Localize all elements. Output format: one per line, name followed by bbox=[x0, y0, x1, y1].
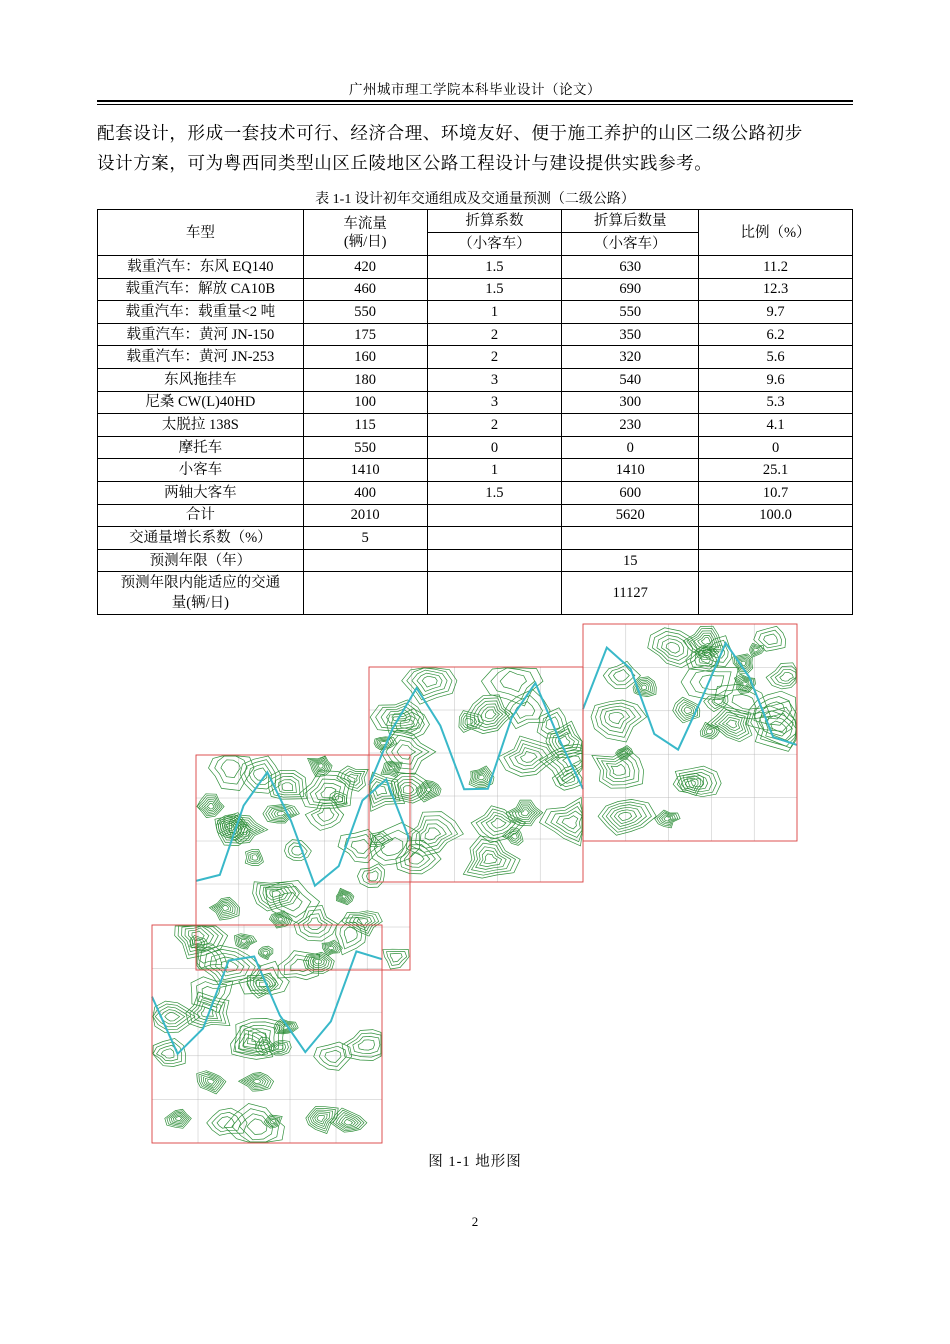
table-cell-label: 载重汽车：黄河 JN-253 bbox=[98, 346, 304, 369]
contour-line bbox=[325, 1050, 341, 1062]
table-cell: 320 bbox=[562, 346, 699, 369]
table-cell: 1 bbox=[427, 459, 562, 482]
contour-line bbox=[562, 816, 578, 829]
contour-line bbox=[266, 806, 297, 822]
contour-line bbox=[417, 673, 442, 691]
contour-line bbox=[346, 913, 379, 934]
contour-line bbox=[250, 853, 260, 862]
contour-line bbox=[484, 854, 497, 864]
table-cell-label: 载重汽车：载重量<2 吨 bbox=[98, 301, 304, 324]
table-cell: 2 bbox=[427, 323, 562, 346]
contour-line bbox=[602, 802, 651, 832]
table-cell: 12.3 bbox=[699, 278, 853, 301]
contour-line bbox=[409, 853, 424, 864]
table-cell: 5 bbox=[303, 527, 427, 550]
table-cell: 5.6 bbox=[699, 346, 853, 369]
contour-line bbox=[480, 850, 502, 866]
table-cell: 630 bbox=[562, 256, 699, 279]
contour-line bbox=[318, 763, 324, 768]
table-row bbox=[98, 527, 853, 550]
table-cell: 3 bbox=[427, 391, 562, 414]
table-cell: 100 bbox=[303, 391, 427, 414]
table-cell: 1410 bbox=[303, 459, 427, 482]
table-row bbox=[98, 459, 853, 482]
contour-line bbox=[614, 810, 636, 824]
header-vehicle-type: 车型 bbox=[98, 210, 304, 256]
contour-line bbox=[611, 764, 625, 775]
table-cell bbox=[303, 572, 427, 615]
table-cell bbox=[562, 527, 699, 550]
contour-line bbox=[766, 663, 796, 689]
map-sheet-border bbox=[583, 624, 797, 841]
table-cell: 540 bbox=[562, 368, 699, 391]
table-row bbox=[98, 572, 853, 615]
contour-line bbox=[161, 1049, 174, 1058]
table-cell: 350 bbox=[562, 323, 699, 346]
table-cell-label: 载重汽车：东风 EQ140 bbox=[98, 256, 304, 279]
contour-line bbox=[176, 1116, 182, 1120]
contour-line bbox=[742, 682, 747, 686]
table-cell-label: 东风拖挂车 bbox=[98, 368, 304, 391]
contour-line bbox=[165, 1012, 180, 1021]
table-cell: 230 bbox=[562, 414, 699, 437]
contour-line bbox=[518, 808, 532, 818]
contour-line bbox=[282, 783, 293, 791]
contour-line bbox=[662, 639, 684, 657]
table-cell bbox=[427, 549, 562, 572]
table-cell: 10.7 bbox=[699, 481, 853, 504]
table-row bbox=[98, 301, 853, 324]
table-cell: 1.5 bbox=[427, 481, 562, 504]
table-cell-label: 载重汽车：解放 CA10B bbox=[98, 278, 304, 301]
header-flow-line1: 车流量 bbox=[343, 215, 387, 232]
table-cell: 5.3 bbox=[699, 391, 853, 414]
table-cell: 15 bbox=[562, 549, 699, 572]
table-cell: 2 bbox=[427, 346, 562, 369]
contour-line bbox=[500, 671, 526, 692]
page-header: 广州城市理工学院本科毕业设计（论文） bbox=[349, 82, 601, 97]
contour-line bbox=[613, 669, 629, 681]
contour-line bbox=[278, 917, 283, 921]
table-cell: 300 bbox=[562, 391, 699, 414]
contour-line bbox=[247, 1119, 267, 1135]
paragraph-line-1: 配套设计，形成一套技术可行、经济合理、环境友好、便于施工养护的山区二级公路初步 bbox=[97, 123, 803, 143]
topographic-map bbox=[140, 620, 805, 1148]
table-cell-label: 两轴大客车 bbox=[98, 481, 304, 504]
contour-line bbox=[397, 745, 415, 760]
contour-line bbox=[370, 700, 424, 731]
contour-line bbox=[319, 1046, 346, 1066]
page-number: 2 bbox=[471, 1214, 479, 1229]
table-cell: 400 bbox=[303, 481, 427, 504]
table-cell bbox=[699, 549, 853, 572]
table-cell: 460 bbox=[303, 278, 427, 301]
table-cell: 100.0 bbox=[699, 504, 853, 527]
table-row bbox=[98, 256, 853, 279]
contour-line bbox=[329, 946, 335, 950]
contour-line bbox=[722, 717, 739, 731]
contour-line bbox=[390, 954, 402, 962]
contour-line bbox=[207, 804, 214, 810]
table-cell: 550 bbox=[303, 436, 427, 459]
header-rule bbox=[97, 100, 853, 102]
contour-line bbox=[764, 634, 778, 645]
table-cell: 550 bbox=[303, 301, 427, 324]
table-row bbox=[98, 391, 853, 414]
contour-line bbox=[706, 728, 712, 734]
contour-line bbox=[221, 760, 240, 778]
table-cell-label: 交通量增长系数（%） bbox=[98, 527, 304, 550]
header-ratio: 比例（%） bbox=[699, 210, 853, 256]
table-cell: 9.7 bbox=[699, 301, 853, 324]
contour-line bbox=[308, 918, 323, 930]
table-cell: 600 bbox=[562, 481, 699, 504]
contour-line bbox=[209, 756, 255, 791]
contour-line bbox=[370, 772, 405, 811]
table-row bbox=[98, 414, 853, 437]
table-cell-label: 预测年限（年） bbox=[98, 549, 304, 572]
table-cell bbox=[699, 572, 853, 615]
contour-line bbox=[479, 775, 485, 780]
header-flow-line2: (辆/日) bbox=[343, 233, 387, 250]
last-row-label-line1: 预测年限内能适应的交通 bbox=[120, 575, 281, 592]
table-cell: 4.1 bbox=[699, 414, 853, 437]
table-cell: 9.6 bbox=[699, 368, 853, 391]
contour-line bbox=[403, 786, 414, 794]
table-cell: 690 bbox=[562, 278, 699, 301]
table-cell-converted: 11127 bbox=[562, 572, 699, 615]
contour-line bbox=[491, 818, 506, 828]
table-cell: 3 bbox=[427, 368, 562, 391]
contour-line bbox=[252, 855, 258, 860]
contour-line bbox=[666, 642, 679, 653]
contour-line bbox=[316, 762, 326, 771]
table-cell: 2010 bbox=[303, 504, 427, 527]
contour-line bbox=[342, 895, 346, 899]
table-cell-label: 合计 bbox=[98, 504, 304, 527]
header-rule-thin bbox=[97, 104, 853, 105]
contour-line bbox=[189, 928, 209, 945]
table-row bbox=[98, 504, 853, 527]
contour-line bbox=[344, 1119, 352, 1125]
header-converted-unit: （小客车） bbox=[562, 233, 699, 256]
contour-line bbox=[609, 712, 624, 723]
table-cell-label bbox=[98, 572, 304, 615]
table-cell: 6.2 bbox=[699, 323, 853, 346]
contour-line bbox=[310, 779, 346, 803]
contour-line bbox=[240, 938, 250, 945]
contour-line bbox=[640, 683, 649, 691]
table-caption: 表 1-1 设计初年交通组成及交通量预测（二级公路） bbox=[315, 192, 635, 207]
contour-line bbox=[606, 760, 630, 778]
contour-line bbox=[597, 752, 639, 785]
header-converted: 折算后数量 bbox=[562, 210, 699, 233]
contour-line bbox=[780, 673, 794, 682]
contour-line bbox=[208, 1079, 215, 1084]
table-cell: 0 bbox=[699, 436, 853, 459]
contour-line bbox=[253, 1079, 261, 1083]
table-cell bbox=[427, 572, 562, 615]
table-cell: 2 bbox=[427, 414, 562, 437]
paragraph-line-2: 设计方案，可为粤西同类型山区丘陵地区公路工程设计与建设提供实践参考。 bbox=[97, 153, 713, 173]
table-cell: 550 bbox=[562, 301, 699, 324]
contour-line bbox=[411, 816, 458, 853]
contour-line bbox=[358, 1040, 374, 1050]
contour-line bbox=[485, 710, 496, 719]
header-coef-unit: （小客车） bbox=[427, 233, 562, 256]
table-row bbox=[98, 436, 853, 459]
table-body bbox=[98, 256, 853, 572]
contour-line bbox=[690, 670, 731, 694]
table-cell bbox=[427, 527, 562, 550]
contour-line bbox=[641, 685, 646, 690]
contour-line bbox=[426, 787, 432, 792]
table-header-row bbox=[98, 210, 853, 233]
table-row bbox=[98, 346, 853, 369]
contour-line bbox=[616, 746, 633, 760]
table-cell: 1.5 bbox=[427, 278, 562, 301]
header-flow bbox=[303, 210, 427, 256]
table-row bbox=[98, 481, 853, 504]
table-cell: 160 bbox=[303, 346, 427, 369]
contour-line bbox=[618, 812, 631, 820]
contour-line bbox=[467, 840, 515, 876]
table-cell: 175 bbox=[303, 323, 427, 346]
table-cell: 1.5 bbox=[427, 256, 562, 279]
header-coef: 折算系数 bbox=[427, 210, 562, 233]
table-cell-label: 尼桑 CW(L)40HD bbox=[98, 391, 304, 414]
contour-line bbox=[375, 785, 387, 796]
contour-line bbox=[422, 676, 437, 687]
contour-line bbox=[732, 695, 756, 710]
table-cell: 25.1 bbox=[699, 459, 853, 482]
table-cell-label: 太脱拉 138S bbox=[98, 414, 304, 437]
contour-line bbox=[311, 803, 338, 826]
table-cell: 420 bbox=[303, 256, 427, 279]
contour-line bbox=[684, 707, 691, 714]
table-cell bbox=[303, 549, 427, 572]
contour-line bbox=[662, 815, 674, 823]
table-cell-label: 小客车 bbox=[98, 459, 304, 482]
river-line bbox=[152, 951, 382, 1053]
contour-line bbox=[317, 1115, 324, 1121]
contour-line bbox=[556, 811, 582, 833]
table-cell: 1 bbox=[427, 301, 562, 324]
contour-line bbox=[367, 871, 379, 881]
figure-caption: 图 1-1 地形图 bbox=[428, 1154, 522, 1170]
contour-line bbox=[340, 923, 362, 949]
river-lines bbox=[152, 624, 797, 1143]
traffic-table bbox=[97, 209, 853, 615]
table-cell: 115 bbox=[303, 414, 427, 437]
contour-line bbox=[465, 718, 473, 725]
contour-line bbox=[263, 951, 268, 956]
table-cell: 0 bbox=[562, 436, 699, 459]
contour-line bbox=[701, 638, 710, 645]
contour-line bbox=[221, 961, 238, 972]
contour-line bbox=[482, 707, 500, 722]
table-cell: 11.2 bbox=[699, 256, 853, 279]
table-cell: 5620 bbox=[562, 504, 699, 527]
table-cell bbox=[427, 504, 562, 527]
table-row bbox=[98, 323, 853, 346]
contour-line bbox=[515, 748, 543, 766]
table-cell: 0 bbox=[427, 436, 562, 459]
table-row bbox=[98, 368, 853, 391]
table-cell: 180 bbox=[303, 368, 427, 391]
table-cell-label: 载重汽车：黄河 JN-150 bbox=[98, 323, 304, 346]
last-row-label-line2: 量(辆/日) bbox=[171, 595, 229, 612]
contour-line bbox=[510, 695, 543, 723]
table-row bbox=[98, 549, 853, 572]
contour-line bbox=[241, 1074, 271, 1090]
table-row bbox=[98, 278, 853, 301]
contour-line bbox=[477, 773, 487, 781]
table-cell-label: 摩托车 bbox=[98, 436, 304, 459]
contour-line bbox=[221, 905, 228, 910]
contour-line bbox=[351, 839, 371, 853]
table-cell bbox=[699, 527, 853, 550]
table-cell: 1410 bbox=[562, 459, 699, 482]
body-paragraph bbox=[97, 118, 855, 178]
contour-line bbox=[509, 802, 540, 824]
